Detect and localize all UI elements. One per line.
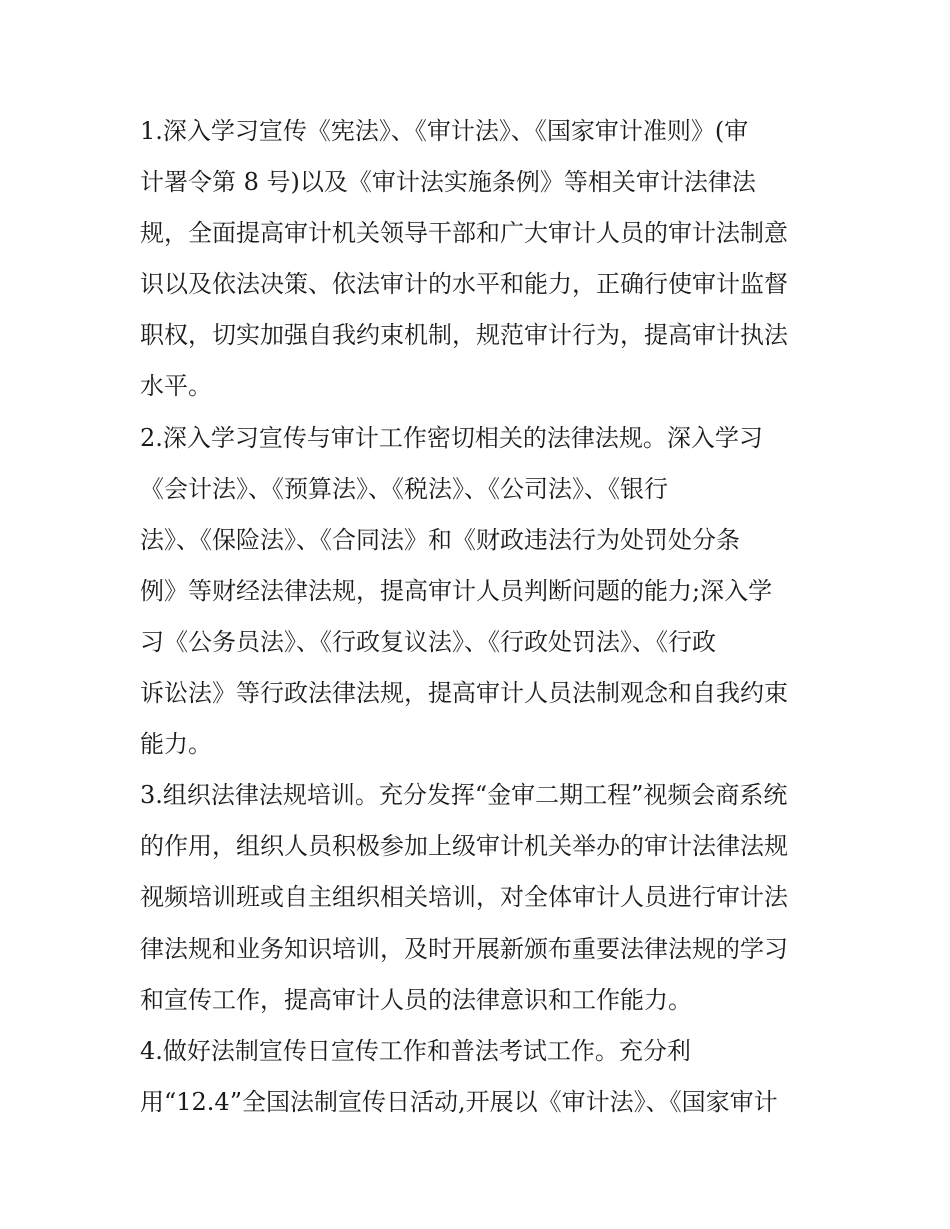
text-line: 用“12.4”全国法制宣传日活动,开展以《审计法》、《国家审计 (140, 1087, 778, 1116)
text-line: 的作用，组织人员积极参加上级审计机关举办的审计法律法规 (140, 832, 788, 861)
text-line: 视频培训班或自主组织相关培训，对全体审计人员进行审计法 (140, 883, 788, 912)
text-line: 能力。 (140, 730, 212, 759)
text-line: 计署令第 8 号)以及《审计法实施条例》等相关审计法律法 (140, 168, 756, 197)
text-line: 和宣传工作，提高审计人员的法律意识和工作能力。 (140, 985, 692, 1014)
text-line: 《会计法》、《预算法》、《税法》、《公司法》、《银行 (140, 474, 668, 503)
document-body (140, 106, 820, 1128)
text-line: 水平。 (140, 372, 212, 401)
text-line: 法》、《保险法》、《合同法》和《财政违法行为处罚处分条 (140, 525, 740, 554)
text-line: 1.深入学习宣传《宪法》、《审计法》、《国家审计准则》(审 (140, 117, 749, 145)
text-line: 3.组织法律法规培训。充分发挥“金审二期工程”视频会商系统 (140, 781, 788, 810)
text-line: 职权，切实加强自我约束机制，规范审计行为，提高审计执法 (140, 321, 788, 350)
text-line: 律法规和业务知识培训，及时开展新颁布重要法律法规的学习 (140, 934, 788, 963)
text-line: 诉讼法》等行政法律法规，提高审计人员法制观念和自我约束 (140, 679, 788, 708)
text-line: 4.做好法制宣传日宣传工作和普法考试工作。充分利 (140, 1036, 691, 1065)
text-line: 识以及依法决策、依法审计的水平和能力，正确行使审计监督 (140, 270, 788, 299)
text-line: 2.深入学习宣传与审计工作密切相关的法律法规。深入学习 (140, 423, 763, 452)
text-line: 例》等财经法律法规，提高审计人员判断问题的能力;深入学 (140, 576, 773, 605)
text-line: 规，全面提高审计机关领导干部和广大审计人员的审计法制意 (140, 219, 788, 248)
text-line: 习《公务员法》、《行政复议法》、《行政处罚法》、《行政 (140, 627, 716, 656)
